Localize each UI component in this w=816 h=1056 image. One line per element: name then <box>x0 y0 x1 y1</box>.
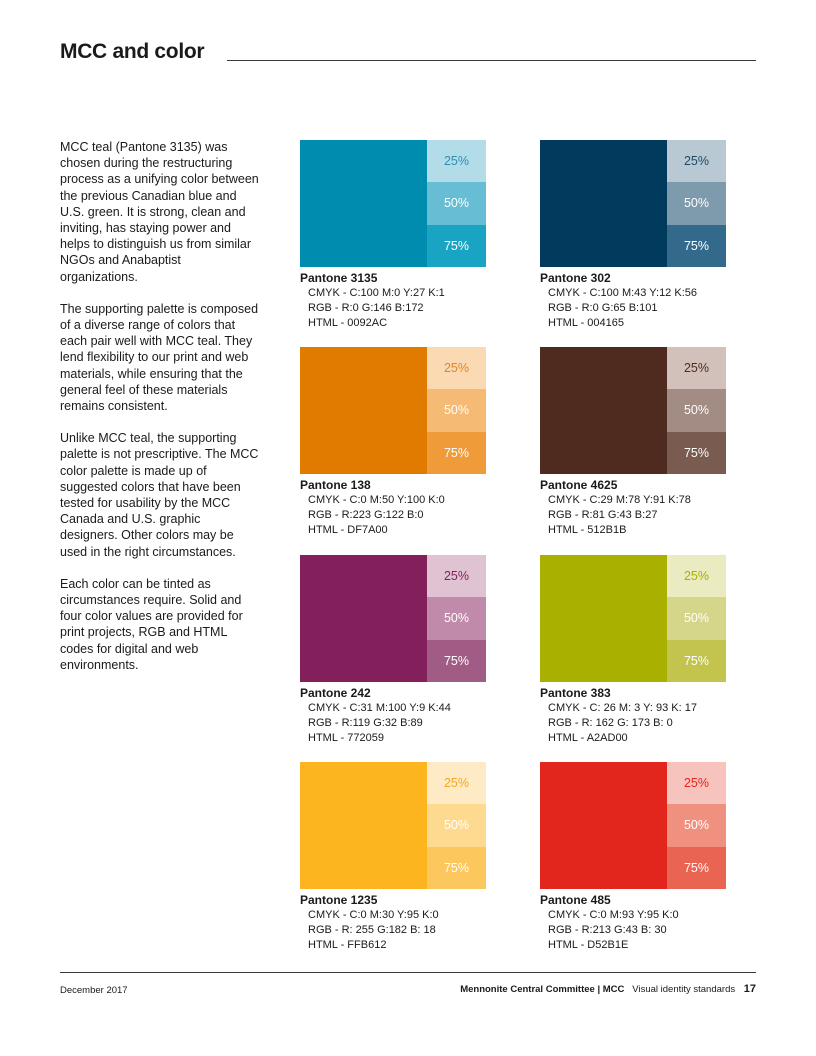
tint-75-patch: 75% <box>667 225 726 267</box>
color-name: Pantone 302 <box>540 271 611 285</box>
tint-25-patch: 25% <box>427 140 486 182</box>
intro-paragraph: Unlike MCC teal, the supporting palette is not prescriptive. The MCC color palette is made up of suggested colors that have been tested for usability by the MCC Canada and U.S. graphic designers. Other colors may be used in the right circumstances. <box>60 431 259 559</box>
solid-color-patch <box>300 762 427 889</box>
rgb-value: RGB - R:81 G:43 B:27 <box>548 509 658 521</box>
rgb-value: RGB - R:0 G:146 B:172 <box>308 302 424 314</box>
html-value: HTML - 772059 <box>308 732 385 744</box>
color-swatch-pantone-3135 <box>300 140 516 331</box>
color-swatch-pantone-242 <box>300 555 516 746</box>
tint-25-patch: 25% <box>427 347 486 389</box>
tint-25-patch: 25% <box>667 762 726 804</box>
tint-50-patch: 50% <box>667 182 726 224</box>
tint-75-patch: 75% <box>427 847 486 889</box>
swatch-graphic <box>540 762 726 889</box>
cmyk-value: CMYK - C:0 M:50 Y:100 K:0 <box>308 494 445 506</box>
color-swatch-pantone-302 <box>540 140 756 331</box>
tint-50-patch: 50% <box>667 804 726 846</box>
rgb-value: RGB - R:213 G:43 B: 30 <box>548 924 667 936</box>
html-value: HTML - D52B1E <box>548 939 629 951</box>
html-value: HTML - 512B1B <box>548 524 627 536</box>
tint-50-patch: 50% <box>667 389 726 431</box>
color-name: Pantone 138 <box>300 478 371 492</box>
cmyk-value: CMYK - C:0 M:30 Y:95 K:0 <box>308 909 439 921</box>
cmyk-value: CMYK - C: 26 M: 3 Y: 93 K: 17 <box>548 702 697 714</box>
html-value: HTML - 0092AC <box>308 317 388 329</box>
footer-date: December 2017 <box>60 985 128 996</box>
tint-50-patch: 50% <box>667 597 726 639</box>
color-name: Pantone 3135 <box>300 271 378 285</box>
footer-org: Mennonite Central Committee | MCC <box>460 984 625 995</box>
color-swatch-pantone-383 <box>540 555 756 746</box>
color-name: Pantone 1235 <box>300 893 378 907</box>
page-number: 17 <box>743 983 756 995</box>
tint-25-patch: 25% <box>427 555 486 597</box>
html-value: HTML - DF7A00 <box>308 524 388 536</box>
footer-info <box>460 983 756 995</box>
swatch-graphic <box>540 347 726 474</box>
color-swatch-pantone-485 <box>540 762 756 953</box>
footer-section: Visual identity standards <box>632 984 736 995</box>
intro-paragraph: The supporting palette is composed of a diverse range of colors that each pair well with MCC teal. They lend flexibility to our print and web materials, while ensuring that the general feel of these materials remains consistent. <box>60 301 259 414</box>
swatch-graphic <box>300 762 486 889</box>
title-divider <box>227 60 756 61</box>
tint-50-patch: 50% <box>427 597 486 639</box>
swatch-graphic <box>540 140 726 267</box>
cmyk-value: CMYK - C:100 M:43 Y:12 K:56 <box>548 287 697 299</box>
cmyk-value: CMYK - C:31 M:100 Y:9 K:44 <box>308 702 451 714</box>
cmyk-value: CMYK - C:29 M:78 Y:91 K:78 <box>548 494 691 506</box>
solid-color-patch <box>540 140 667 267</box>
tint-75-patch: 75% <box>427 225 486 267</box>
swatch-graphic <box>540 555 726 682</box>
intro-paragraph: MCC teal (Pantone 3135) was chosen during the restructuring process as a unifying color between the previous Canadian blue and U.S. green. It is strong, clean and inviting, has staying power and helps to distinguish us from similar NGOs and Anabaptist organizations. <box>60 140 259 284</box>
rgb-value: RGB - R: 255 G:182 B: 18 <box>308 924 436 936</box>
cmyk-value: CMYK - C:100 M:0 Y:27 K:1 <box>308 287 445 299</box>
rgb-value: RGB - R:119 G:32 B:89 <box>308 717 423 729</box>
swatch-graphic <box>300 140 486 267</box>
color-name: Pantone 4625 <box>540 478 618 492</box>
footer-divider <box>60 972 756 973</box>
color-swatch-pantone-138 <box>300 347 516 538</box>
color-name: Pantone 383 <box>540 686 611 700</box>
html-value: HTML - 004165 <box>548 317 625 329</box>
tint-75-patch: 75% <box>667 640 726 682</box>
color-swatch-pantone-1235 <box>300 762 516 953</box>
solid-color-patch <box>540 347 667 474</box>
color-swatch-pantone-4625 <box>540 347 756 538</box>
solid-color-patch <box>540 762 667 889</box>
page-title: MCC and color <box>60 40 205 63</box>
tint-25-patch: 25% <box>667 347 726 389</box>
html-value: HTML - FFB612 <box>308 939 387 951</box>
solid-color-patch <box>540 555 667 682</box>
solid-color-patch <box>300 555 427 682</box>
tint-50-patch: 50% <box>427 804 486 846</box>
color-name: Pantone 485 <box>540 893 611 907</box>
intro-paragraph: Each color can be tinted as circumstances require. Solid and four color values are provided for print projects, RGB and HTML codes for digital and web environments. <box>60 576 243 672</box>
tint-25-patch: 25% <box>667 555 726 597</box>
tint-50-patch: 50% <box>427 389 486 431</box>
tint-50-patch: 50% <box>427 182 486 224</box>
tint-75-patch: 75% <box>427 640 486 682</box>
rgb-value: RGB - R:223 G:122 B:0 <box>308 509 424 521</box>
intro-text <box>60 139 260 689</box>
tint-75-patch: 75% <box>667 432 726 474</box>
rgb-value: RGB - R: 162 G: 173 B: 0 <box>548 717 673 729</box>
solid-color-patch <box>300 140 427 267</box>
html-value: HTML - A2AD00 <box>548 732 628 744</box>
swatch-graphic <box>300 347 486 474</box>
cmyk-value: CMYK - C:0 M:93 Y:95 K:0 <box>548 909 679 921</box>
color-name: Pantone 242 <box>300 686 371 700</box>
swatch-graphic <box>300 555 486 682</box>
tint-75-patch: 75% <box>427 432 486 474</box>
rgb-value: RGB - R:0 G:65 B:101 <box>548 302 658 314</box>
solid-color-patch <box>300 347 427 474</box>
tint-25-patch: 25% <box>427 762 486 804</box>
tint-25-patch: 25% <box>667 140 726 182</box>
tint-75-patch: 75% <box>667 847 726 889</box>
